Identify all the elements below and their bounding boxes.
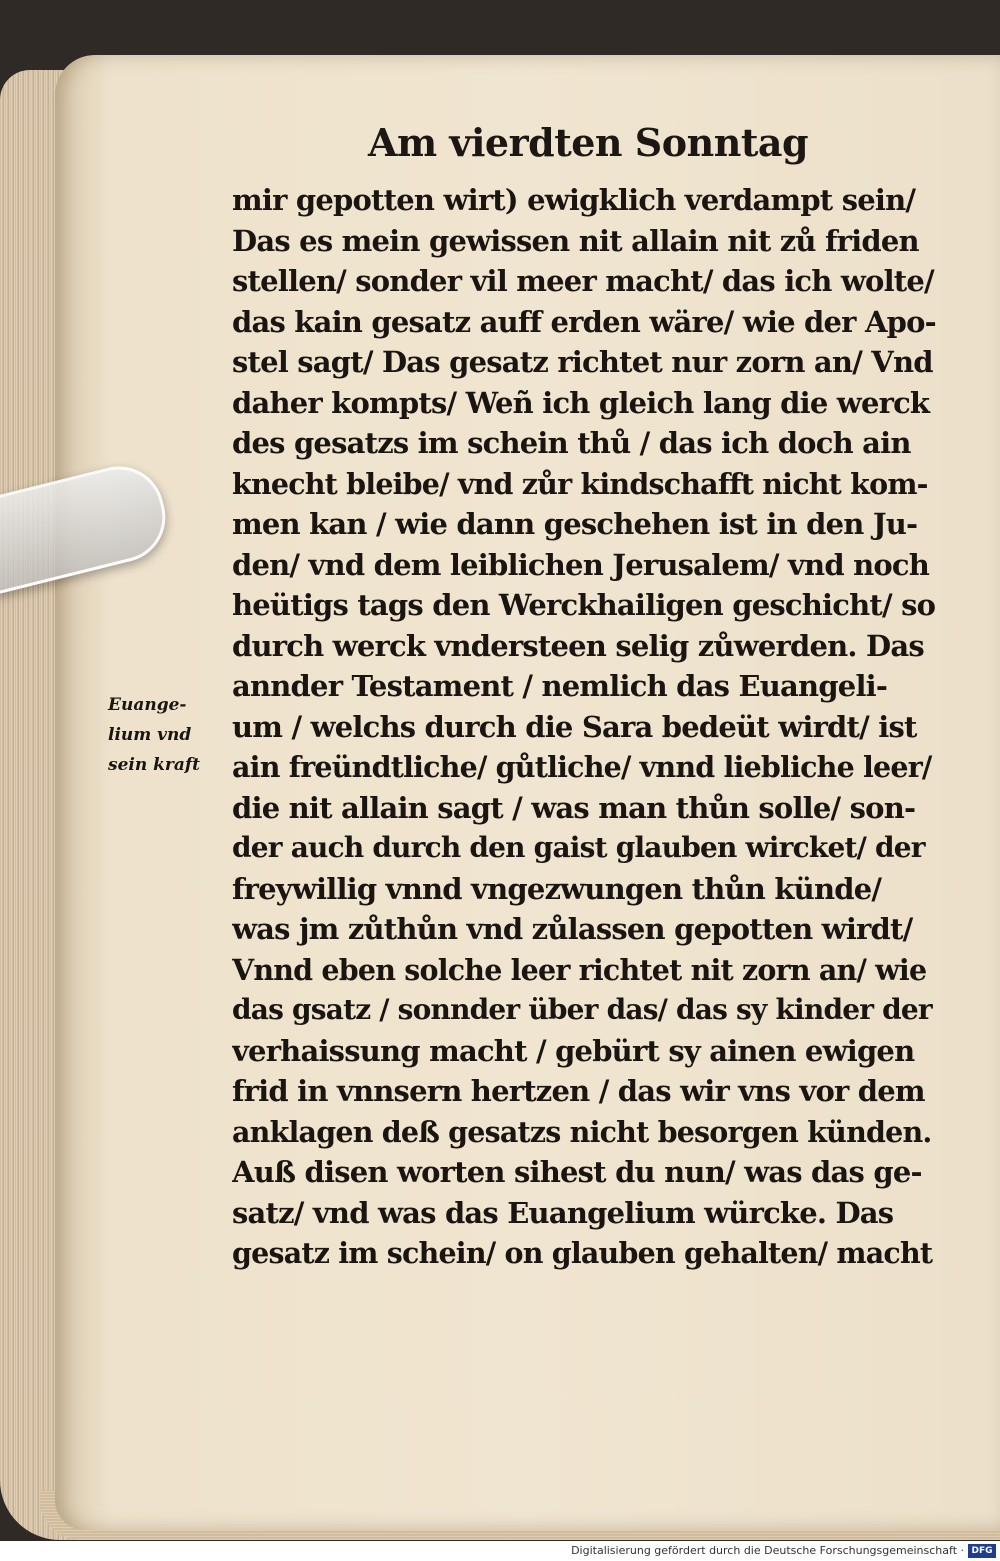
text-line: Das es mein gewissen nit allain nit zů friden	[232, 223, 919, 258]
text-line: Vnnd eben solche leer richtet nit zorn an/ wie	[232, 952, 927, 987]
text-line: um / welchs durch die Sara bedeüt wirdt/ ist	[232, 709, 917, 744]
text-line: den/ vnd dem leiblichen Jerusalem/ vnd noch	[232, 547, 930, 582]
text-line: mir gepotten wirt) ewigklich verdampt sein/	[232, 183, 916, 217]
show-through-text	[118, 275, 129, 305]
text-line: stel sagt/ Das gesatz richtet nur zorn an/ Vnd	[232, 345, 933, 379]
text-line: gesatz im schein/ on glauben gehalten/ macht	[232, 1236, 933, 1270]
main-text	[232, 180, 937, 1274]
text-line: Auß disen worten sihest du nun/ was das ge-	[232, 1155, 922, 1189]
text-line: was jm zůthůn vnd zůlassen gepotten wirdt/	[232, 912, 913, 946]
dfg-logo: DFG	[968, 1544, 996, 1558]
text-line: durch werck vndersteen selig zůwerden. Das	[232, 628, 924, 663]
text-line: das kain gesatz auff erden wäre/ wie der Apo-	[232, 304, 936, 339]
text-line: frid in vnnsern hertzen / das wir vns vor dem	[232, 1074, 925, 1108]
text-line: heütigs tags den Werckhailigen geschicht/ so	[232, 588, 936, 622]
text-line: daher kompts/ Weñ ich gleich lang die werck	[232, 385, 930, 420]
margin-note-line: lium vnd	[108, 725, 192, 745]
text-line: der auch durch den gaist glauben wircket/ der	[232, 831, 925, 864]
footer-bar	[0, 1541, 1000, 1561]
text-line: anklagen deß gesatzs nicht besorgen künden.	[232, 1114, 932, 1149]
running-head: Am vierdten Sonntag	[368, 120, 809, 165]
margin-note-line: sein kraft	[108, 755, 201, 775]
text-line: annder Testament / nemlich das Euangeli-	[232, 669, 888, 703]
margin-note-line: Euange-	[108, 695, 187, 715]
footer-credit: Digitalisierung gefördert durch die Deutsche Forschungsgemeinschaft ·	[571, 1544, 964, 1557]
text-line: men kan / wie dann geschehen ist in den Ju-	[232, 507, 918, 541]
text-line: knecht bleibe/ vnd zůr kindschafft nicht kom-	[232, 466, 928, 501]
text-line: die nit allain sagt / was man thůn solle/ son-	[232, 790, 916, 825]
text-line: verhaissung macht / gebürt sy ainen ewigen	[232, 1033, 915, 1068]
text-line: satz/ vnd was das Euangelium würcke. Das	[232, 1195, 894, 1230]
text-line: freywillig vnnd vngezwungen thůn künde/	[232, 871, 882, 906]
text-line: stellen/ sonder vil meer macht/ das ich wolte/	[232, 264, 934, 298]
text-line: ain freündtliche/ gůtliche/ vnnd liebliche leer/	[232, 750, 932, 784]
text-line: des gesatzs im schein thů / das ich doch ain	[232, 426, 911, 460]
text-line: das gsatz / sonnder über das/ das sy kinder der	[232, 993, 932, 1026]
margin-note	[108, 690, 233, 780]
